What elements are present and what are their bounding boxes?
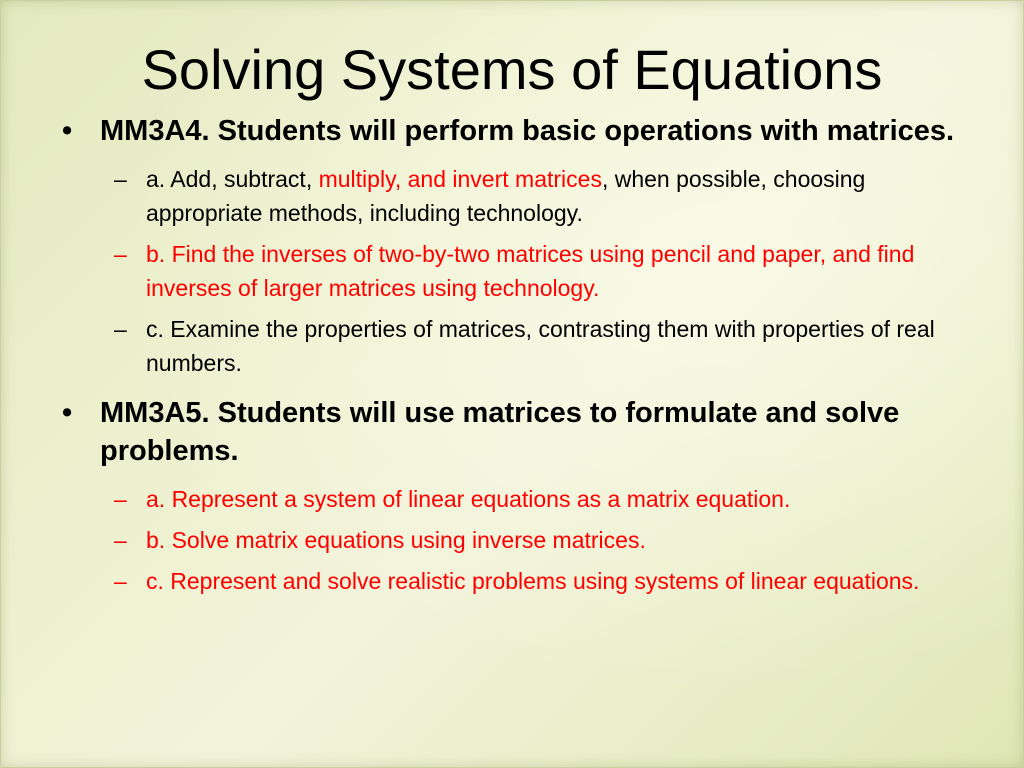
dash-marker: – (114, 527, 127, 553)
subitem-b-solve-matrix-equations (62, 523, 972, 557)
slide-content (62, 112, 972, 612)
subitem-b-find-inverses (62, 237, 972, 305)
subitem-a-add-subtract (62, 162, 972, 230)
bullet-mm3a4 (62, 112, 972, 150)
sublist-mm3a4 (62, 162, 972, 380)
bullet-text: MM3A4. Students will perform basic operations with matrices. (100, 115, 955, 147)
dash-marker: – (114, 316, 127, 342)
subitem-text-segment: a. Add, subtract, (146, 166, 319, 192)
subitem-text-segment: a. Represent a system of linear equations as a matrix equation. (146, 486, 791, 512)
subitem-c-realistic-problems (62, 564, 972, 598)
subitem-text-segment: b. Solve matrix equations using inverse matrices. (146, 527, 646, 553)
subitem-a-represent-system (62, 482, 972, 516)
subitem-highlight-segment: multiply, and invert matrices (318, 166, 602, 192)
bullet-marker: • (62, 397, 73, 429)
sublist-mm3a5 (62, 482, 972, 598)
bullet-text: MM3A5. Students will use matrices to formulate and solve problems. (100, 397, 900, 467)
subitem-text-segment: , when possible, choosing appropriate methods, including technology. (146, 166, 866, 226)
dash-marker: – (114, 241, 127, 267)
dash-marker: – (114, 486, 127, 512)
subitem-c-examine-properties (62, 312, 972, 380)
slide-title: Solving Systems of Equations (141, 38, 883, 101)
subitem-text-segment: c. Examine the properties of matrices, contrasting them with properties of real numbers. (146, 316, 935, 376)
bullet-marker: • (62, 115, 73, 147)
bullet-mm3a5 (62, 394, 972, 470)
dash-marker: – (114, 568, 127, 594)
dash-marker: – (114, 166, 127, 192)
subitem-text-segment: b. Find the inverses of two-by-two matrices using pencil and paper, and find inverses of larger matrices using technology. (146, 241, 915, 301)
subitem-text-segment: c. Represent and solve realistic problems using systems of linear equations. (146, 568, 920, 594)
